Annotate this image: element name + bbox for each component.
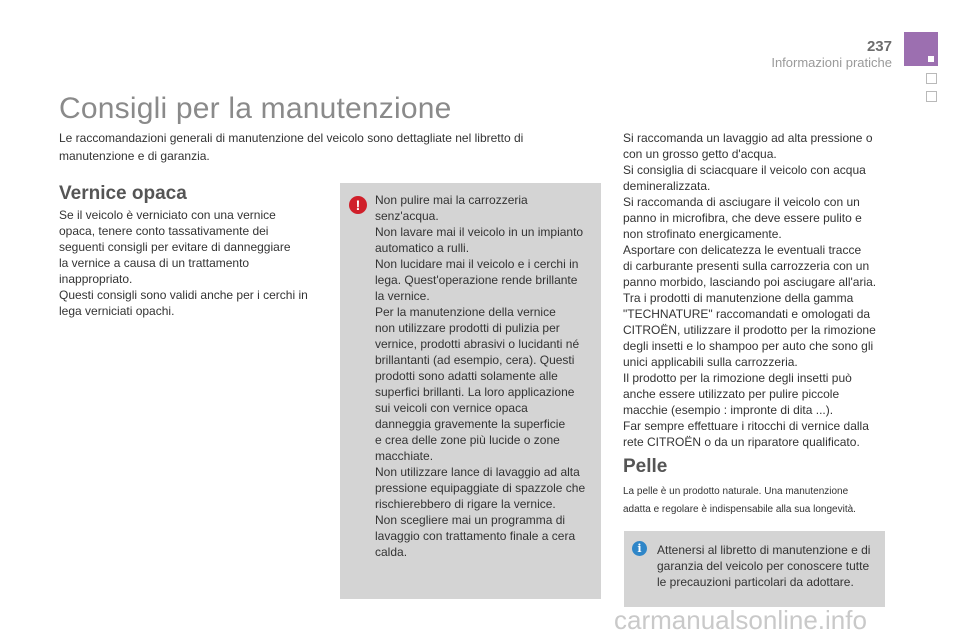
section-tab [926, 73, 937, 84]
watermark: carmanualsonline.info [614, 605, 867, 635]
section-title: Informazioni pratiche [771, 55, 892, 70]
warning-text: Non pulire mai la carrozzeria senz'acqua. Non lavare mai il veicolo in un impianto automatico a rulli. Non lucidare mai il veicolo e i cerchi in lega. Quest'operazione rende brillante la vernice. Per la manutenzione della vernice non utilizzare prodotti di pulizia per vernice, prodotti abrasivi o lucidanti né brillantanti (ad esempio, cera). Questi prodotti sono adatti solamente alle superfici brillanti. La loro applicazione sui veicoli con vernice opaca danneggia gravemente la superficie e crea delle zone più lucide o zone macchiate. Non utilizzare lance di lavaggio ad alta pressione equipaggiate di spazzole che rischierebbero di rigare la vernice. Non scegliere mai un programma di lavaggio con trattamento finale a cera calda. [375, 193, 586, 559]
pelle-text: La pelle è un prodotto naturale. Una manutenzione adatta e regolare è indispensabile alla sua longevità. [623, 486, 856, 515]
page-title: Consigli per la manutenzione [59, 92, 452, 125]
vernice-text: Se il veicolo è verniciato con una vernice opaca, tenere conto tassativamente dei seguenti consigli per evitare di danneggiare la vernice a causa di un trattamento inappropriato. Questi consigli sono validi anche per i cerchi in lega verniciati opachi. [59, 208, 308, 318]
section-tab [926, 91, 937, 102]
pelle-heading: Pelle [623, 456, 668, 477]
info-text: Attenersi al libretto di manutenzione e di garanzia del veicolo per conoscere tutte le precauzioni particolari da adottare. [657, 543, 871, 589]
info-icon: i [632, 541, 647, 556]
intro-text: Le raccomandazioni generali di manutenzione del veicolo sono dettagliate nel libretto di manutenzione e di garanzia. [59, 131, 524, 163]
right-column-text: Si raccomanda un lavaggio ad alta pressione o con un grosso getto d'acqua. Si consiglia di sciacquare il veicolo con acqua demineralizzata. Si raccomanda di asciugare il veicolo con un panno in microfibra, che deve essere pulito e non strofinato energicamente. Asportare con delicatezza le eventuali tracce di carburante presenti sulla carrozzeria con un panno morbido, lasciando poi asciugare all'aria. Tra i prodotti di manutenzione della gamma "TECHNATURE" raccomandati e omologati da CITROËN, utilizzare il prodotto per la rimozione degli insetti e lo shampoo per auto che sono gli unici applicabili sulla carrozzeria. Il prodotto per la rimozione degli insetti può anche essere utilizzato per pulire piccole macchie (esempio : impronte di dita ...). Far sempre effettuare i ritocchi di vernice dalla rete CITROËN o da un riparatore qualificato. [623, 131, 877, 449]
page-number: 237 [866, 38, 892, 55]
vernice-heading: Vernice opaca [59, 183, 187, 204]
section-tab-active [904, 32, 938, 66]
warning-icon: ! [349, 196, 367, 214]
